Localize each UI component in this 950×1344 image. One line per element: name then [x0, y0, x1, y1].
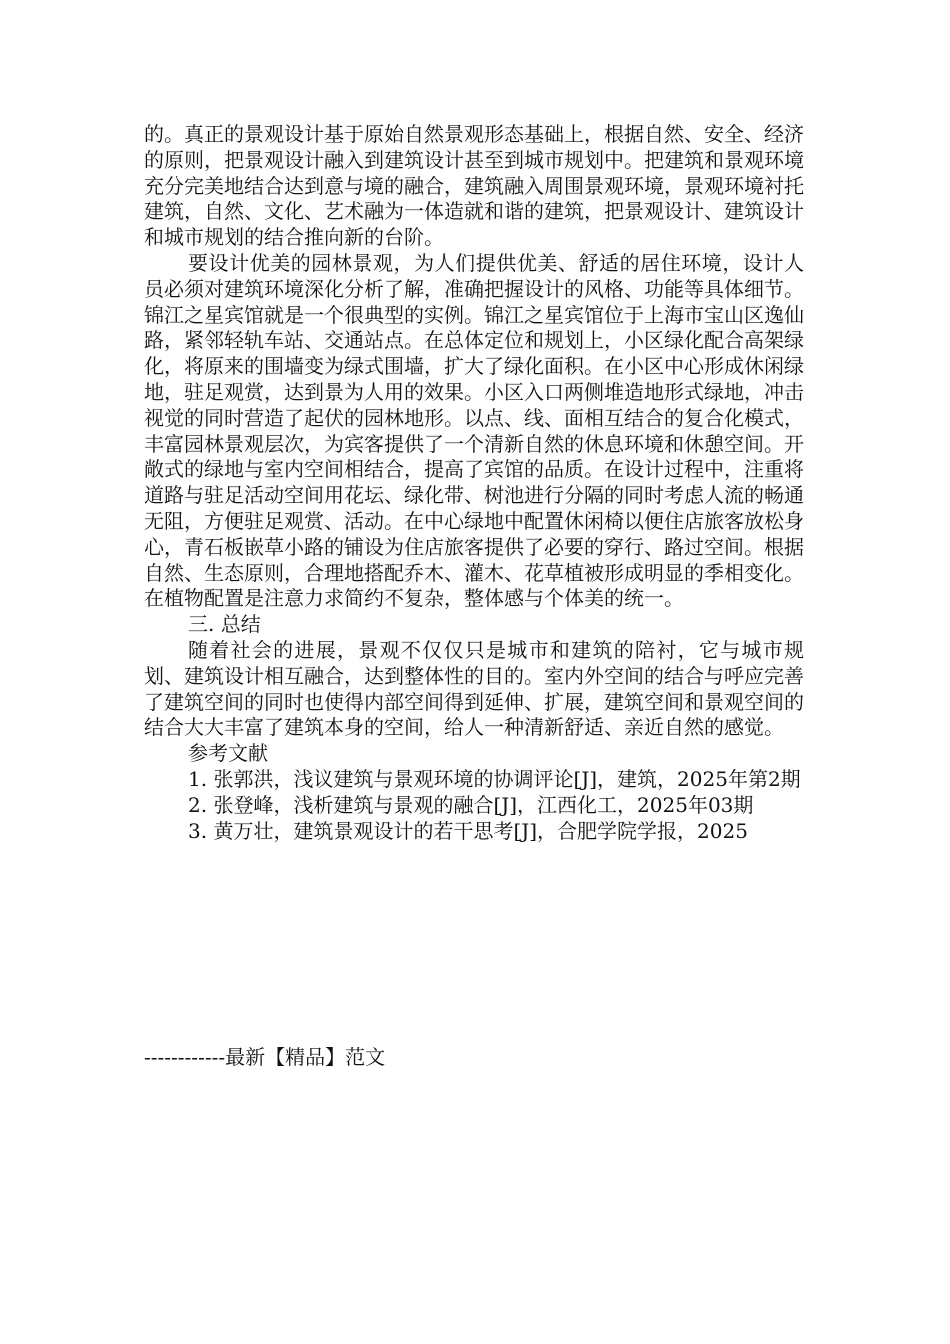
paragraph-summary: 随着社会的进展，景观不仅仅只是城市和建筑的陪衬，它与城市规划、建筑设计相互融合，达到整体性的目的。室内外空间的结合与呼应完善了建筑空间的同时也使得内部空间得到延伸、扩展，建筑空间和景观空间的结合大大丰富了建筑本身的空间，给人一种清新舒适、亲近自然的感觉。 [144, 637, 804, 740]
reference-item-2: 2. 张登峰，浅析建筑与景观的融合[J]，江西化工，2025年03期 [188, 792, 754, 817]
reference-item-1: 1. 张郭洪，浅议建筑与景观环境的协调评论[J]，建筑，2025年第2期 [188, 766, 801, 791]
reference-item-3: 3. 黄万壮，建筑景观设计的若干思考[J]，合肥学院学报，2025 [188, 818, 748, 843]
section-heading-summary: 三. 总结 [188, 612, 261, 637]
document-body [144, 122, 804, 844]
references-heading: 参考文献 [188, 741, 268, 766]
paragraph-jinjiang-example: 要设计优美的园林景观，为人们提供优美、舒适的居住环境，设计人员必须对建筑环境深化分析了解，准确把握设计的风格、功能等具体细节。锦江之星宾馆就是一个很典型的实例。锦江之星宾馆位于上海市宝山区逸仙路，紧邻轻轨车站、交通站点。在总体定位和规划上，小区绿化配合高架绿化，将原来的围墙变为绿式围墙，扩大了绿化面积。在小区中心形成休闲绿地，驻足观赏，达到景为人用的效果。小区入口两侧堆造地形式绿地，冲击视觉的同时营造了起伏的园林地形。以点、线、面相互结合的复合化模式，丰富园林景观层次，为宾客提供了一个清新自然的休息环境和休憩空间。开敞式的绿地与室内空间相结合，提高了宾馆的品质。在设计过程中，注重将道路与驻足活动空间用花坛、绿化带、树池进行分隔的同时考虑人流的畅通无阻，方便驻足观赏、活动。在中心绿地中配置休闲椅以便住店旅客放松身心，青石板嵌草小路的铺设为住店旅客提供了必要的穿行、路过空间。根据自然、生态原则，合理地搭配乔木、灌木、花草植被形成明显的季相变化。在植物配置是注意力求简约不复杂，整体感与个体美的统一。 [144, 250, 804, 611]
paragraph-continuation: 的。真正的景观设计基于原始自然景观形态基础上，根据自然、安全、经济的原则，把景观设计融入到建筑设计甚至到城市规划中。把建筑和景观环境充分完美地结合达到意与境的融合，建筑融入周围景观环境，景观环境衬托建筑，自然、文化、艺术融为一体造就和谐的建筑，把景观设计、建筑设计和城市规划的结合推向新的台阶。 [144, 122, 804, 250]
footer-label: ------------最新【精品】范文 [144, 1045, 386, 1069]
